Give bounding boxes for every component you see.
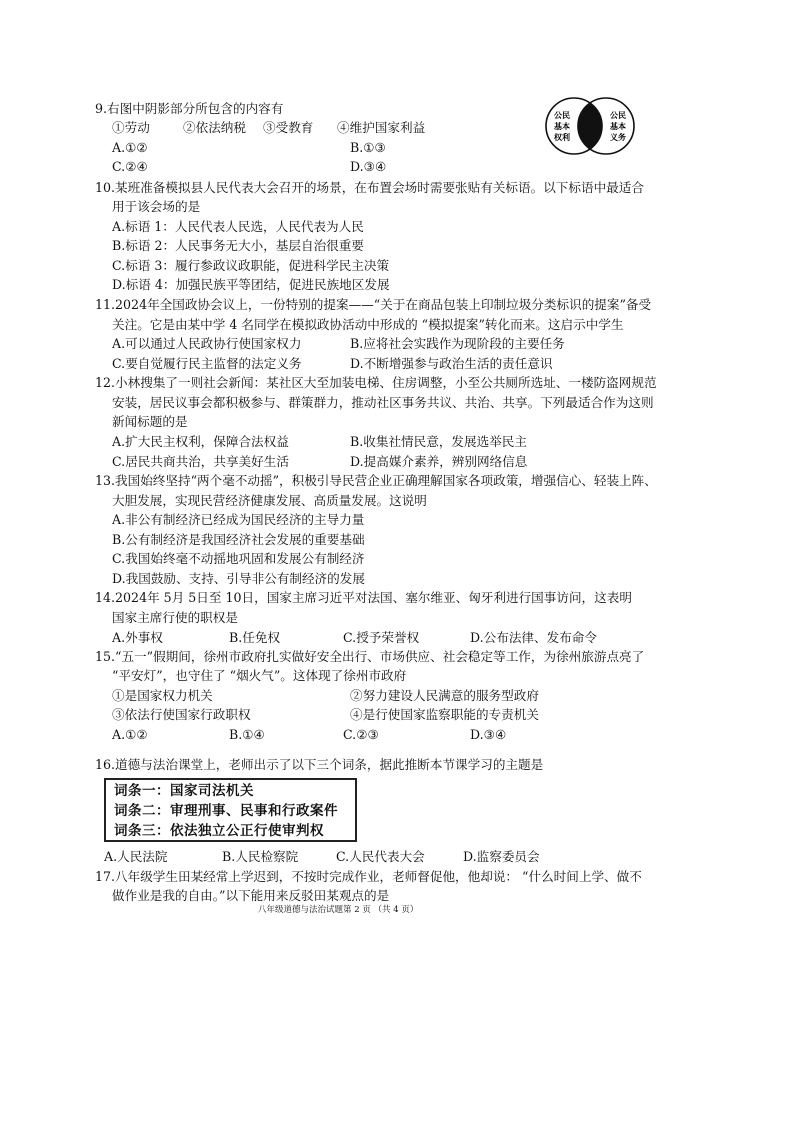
q12-option-d: D.提高媒介素养，辨别网络信息 — [350, 454, 528, 469]
q15-option-b: B.①④ — [229, 727, 265, 742]
q15-option-a: A.①② — [112, 727, 148, 742]
venn-left-label-1: 公民 — [554, 111, 570, 120]
q14-stem-2: 国家主席行使的职权是 — [112, 610, 238, 625]
q12-option-b: B.收集社情民意，发展选举民主 — [350, 434, 527, 449]
q13-option-d: D.我国鼓励、支持、引导非公有制经济的发展 — [112, 571, 365, 586]
q15-item-2: ②努力建设人民满意的服务型政府 — [350, 688, 539, 703]
q17-stem-1: 17.八年级学生田某经常上学迟到，不按时完成作业，老师督促他，他却说： “什么时间上学、做不 — [95, 869, 642, 884]
q11-option-d: D.不断增强参与政治生活的责任意识 — [350, 356, 553, 371]
term-1: 词条一：国家司法机关 — [114, 783, 254, 799]
q12-option-c: C.居民共商共治，共享美好生活 — [112, 454, 289, 469]
venn-diagram — [540, 94, 640, 158]
q15-item-4: ④是行使国家监察职能的专责机关 — [350, 707, 539, 722]
q10-option-b: B.标语 2：人民事务无大小，基层自治很重要 — [112, 238, 364, 253]
q9-option-a: A.①② — [112, 140, 148, 155]
q15-item-3: ③依法行使国家行政职权 — [112, 707, 251, 722]
q13-stem-1: 13.我国始终坚持“两个毫不动摇”，积极引导民营企业正确理解国家各项政策，增强信心、轻装上阵、 — [95, 473, 657, 488]
term-2: 词条二：审理刑事、民事和行政案件 — [114, 803, 338, 819]
q16-option-d: D.监察委员会 — [463, 849, 540, 864]
q16-option-a: A.人民法院 — [104, 849, 168, 864]
q14-option-b: B.任免权 — [229, 630, 281, 645]
q11-option-c: C.要自觉履行民主监督的法定义务 — [112, 356, 302, 371]
q13-option-c: C.我国始终毫不动摇地巩固和发展公有制经济 — [112, 551, 365, 566]
q10-option-a: A.标语 1：人民代表人民选，人民代表为人民 — [112, 219, 364, 234]
q11-option-a: A.可以通过人民政协行使国家权力 — [112, 336, 302, 351]
q13-option-b: B.公有制经济是我国经济社会发展的重要基础 — [112, 532, 365, 547]
term-box — [104, 778, 357, 842]
page-footer: 八年级道德与法治试题第 2 页 （共 4 页） — [258, 905, 419, 915]
q10-option-c: C.标语 3：履行参政议政职能，促进科学民主决策 — [112, 258, 390, 273]
q12-stem-3: 新闻标题的是 — [112, 414, 188, 429]
q13-stem-2: 大胆发展，实现民营经济健康发展、高质量发展。这说明 — [112, 493, 427, 508]
venn-left-label-3: 权利 — [554, 133, 570, 142]
q14-option-c: C.授予荣誉权 — [343, 630, 420, 645]
q15-option-d: D.③④ — [470, 727, 507, 742]
q9-item-1: ①劳动 — [112, 120, 150, 135]
q9-option-d: D.③④ — [350, 159, 387, 174]
venn-right-label-3: 义务 — [610, 133, 626, 142]
q9-option-c: C.②④ — [112, 159, 148, 174]
q16-stem: 16.道德与法治课堂上，老师出示了以下三个词条，据此推断本节课学习的主题是 — [95, 757, 544, 772]
q9-item-4: ④维护国家利益 — [337, 120, 426, 135]
q9-option-b: B.①③ — [350, 140, 386, 155]
q10-stem-1: 10.某班准备模拟县人民代表大会召开的场景，在布置会场时需要张贴有关标语。以下标语中最适合 — [95, 180, 644, 195]
q10-stem-2: 用于该会场的是 — [112, 199, 201, 214]
q9-stem: 9.右图中阴影部分所包含的内容有 — [95, 101, 284, 116]
q14-stem-1: 14.2024年 5月 5日至 10日，国家主席习近平对法国、塞尔维亚、匈牙利进行国事访问，这表明 — [95, 590, 632, 605]
q11-option-b: B.应将社会实践作为现阶段的主要任务 — [350, 336, 565, 351]
q16-option-c: C.人民代表大会 — [336, 849, 425, 864]
q15-stem-2: “平安灯”，也守住了 “烟火气”。这体现了徐州市政府 — [112, 668, 407, 683]
q9-item-3: ③受教育 — [263, 120, 314, 135]
venn-right-label-1: 公民 — [610, 111, 626, 120]
venn-left-label-2: 基本 — [554, 122, 570, 131]
q17-stem-2: 做作业是我的自由。”以下能用来反驳田某观点的是 — [112, 888, 390, 903]
q11-stem-1: 11.2024年全国政协会议上，一份特别的提案——“关于在商品包装上印制垃圾分类标识的提案”备受 — [95, 297, 652, 312]
venn-right-label-2: 基本 — [610, 122, 626, 131]
q15-option-c: C.②③ — [343, 727, 379, 742]
q14-option-d: D.公布法律、发布命令 — [470, 630, 597, 645]
term-3: 词条三：依法独立公正行使审判权 — [114, 823, 324, 839]
q12-option-a: A.扩大民主权利，保障合法权益 — [112, 434, 289, 449]
q10-option-d: D.标语 4：加强民族平等团结，促进民族地区发展 — [112, 277, 390, 292]
q13-option-a: A.非公有制经济已经成为国民经济的主导力量 — [112, 512, 365, 527]
q15-stem-1: 15.“五一”假期间，徐州市政府扎实做好安全出行、市场供应、社会稳定等工作，为徐州旅游点亮了 — [95, 649, 645, 664]
q15-item-1: ①是国家权力机关 — [112, 688, 213, 703]
q12-stem-2: 安装，居民议事会都积极参与、群策群力，推动社区事务共议、共治、共享。下列最适合作为这则 — [112, 395, 654, 410]
q14-option-a: A.外事权 — [112, 630, 163, 645]
q12-stem-1: 12.小林搜集了一则社会新闻：某社区大至加装电梯、住房调整，小至公共厕所选址、一楼防盗网规范 — [95, 375, 657, 390]
q11-stem-2: 关注。它是由某中学 4 名同学在模拟政协活动中形成的 “模拟提案”转化而来。这启示中学生 — [112, 317, 624, 332]
q9-item-2: ②依法纳税 — [183, 120, 246, 135]
q16-option-b: B.人民检察院 — [222, 849, 299, 864]
